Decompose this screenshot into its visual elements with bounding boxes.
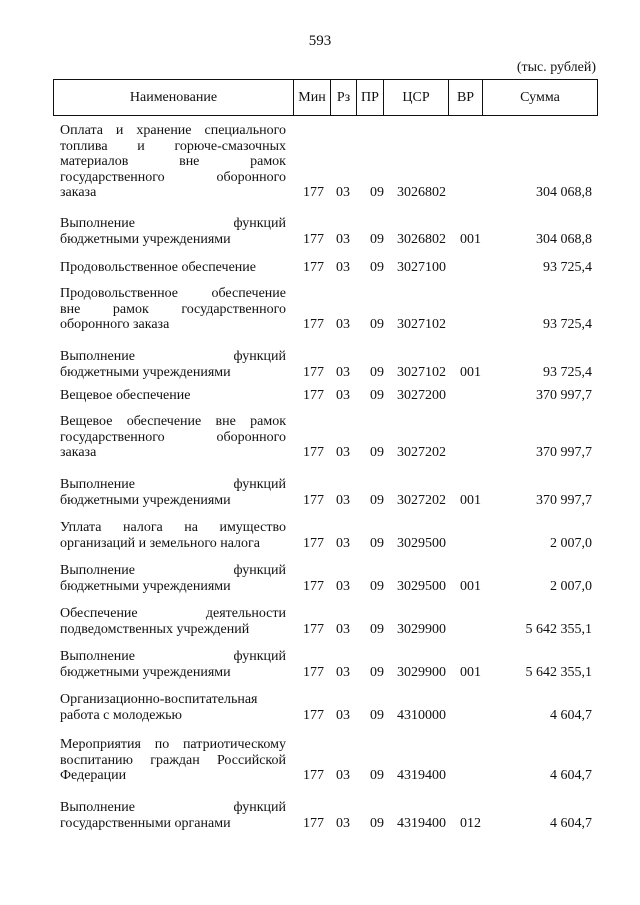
row-name-line: Выполнение функций bbox=[60, 800, 286, 815]
row-name-line: Федерации bbox=[60, 768, 127, 783]
row-rz: 03 bbox=[336, 664, 350, 680]
row-min: 177 bbox=[303, 535, 324, 551]
row-name-line: материалов вне рамок bbox=[60, 154, 286, 169]
row-rz: 03 bbox=[336, 231, 350, 247]
row-min: 177 bbox=[303, 815, 324, 831]
row-sum: 5 642 355,1 bbox=[525, 621, 592, 637]
row-name bbox=[60, 737, 286, 784]
row-name-line: Уплата налога на имущество bbox=[60, 520, 286, 535]
row-rz: 03 bbox=[336, 815, 350, 831]
row-name-line: Выполнение функций bbox=[60, 649, 286, 664]
row-sum: 370 997,7 bbox=[536, 445, 592, 460]
row-vr: 012 bbox=[460, 815, 481, 831]
row-csr: 3027202 bbox=[397, 492, 446, 508]
row-sum: 2 007,0 bbox=[550, 535, 592, 551]
row-csr: 4319400 bbox=[397, 815, 446, 831]
row-name-line: Выполнение функций bbox=[60, 349, 286, 364]
row-sum: 5 642 355,1 bbox=[525, 664, 592, 680]
row-rz: 03 bbox=[336, 317, 350, 332]
row-name-line: государственными органами bbox=[60, 815, 231, 831]
row-name bbox=[60, 649, 286, 680]
header-name: Наименование bbox=[54, 80, 294, 115]
row-name-line: Мероприятия по патриотическому bbox=[60, 737, 286, 752]
row-name bbox=[60, 606, 286, 637]
row-pr: 09 bbox=[370, 768, 384, 783]
row-min: 177 bbox=[303, 768, 324, 783]
table-header bbox=[53, 79, 598, 116]
header-pr: ПР bbox=[357, 80, 384, 115]
page-number: 593 bbox=[308, 33, 332, 49]
row-name-line: бюджетными учреждениями bbox=[60, 492, 231, 508]
row-pr: 09 bbox=[370, 185, 384, 200]
row-name-line: Организационно-воспитательная bbox=[60, 692, 258, 707]
row-name-line: работа с молодежью bbox=[60, 707, 182, 723]
row-pr: 09 bbox=[370, 317, 384, 332]
row-name-line: вне рамок государственного bbox=[60, 301, 286, 317]
row-min: 177 bbox=[303, 317, 324, 332]
row-csr: 3027200 bbox=[397, 388, 446, 403]
row-vr: 001 bbox=[460, 664, 481, 680]
row-name-line: государственного оборонного bbox=[60, 429, 286, 445]
row-name-line: подведомственных учреждений bbox=[60, 621, 250, 637]
row-rz: 03 bbox=[336, 185, 350, 200]
row-csr: 3029500 bbox=[397, 535, 446, 551]
row-csr: 3027100 bbox=[397, 260, 446, 275]
row-vr: 001 bbox=[460, 578, 481, 594]
row-name-line: воспитанию граждан Российской bbox=[60, 752, 286, 768]
row-sum: 4 604,7 bbox=[550, 815, 592, 831]
row-min: 177 bbox=[303, 388, 324, 403]
row-pr: 09 bbox=[370, 621, 384, 637]
row-name bbox=[60, 286, 286, 333]
row-pr: 09 bbox=[370, 664, 384, 680]
row-sum: 304 068,8 bbox=[536, 231, 592, 247]
row-name-line: заказа bbox=[60, 185, 97, 200]
row-pr: 09 bbox=[370, 445, 384, 460]
row-csr: 4319400 bbox=[397, 768, 446, 783]
row-name-line: Вещевое обеспечение bbox=[60, 388, 191, 403]
row-name-line: бюджетными учреждениями bbox=[60, 231, 231, 247]
row-csr: 4310000 bbox=[397, 707, 446, 723]
row-rz: 03 bbox=[336, 768, 350, 783]
row-csr: 3029900 bbox=[397, 664, 446, 680]
row-pr: 09 bbox=[370, 578, 384, 594]
row-pr: 09 bbox=[370, 707, 384, 723]
row-min: 177 bbox=[303, 185, 324, 200]
row-pr: 09 bbox=[370, 815, 384, 831]
row-min: 177 bbox=[303, 492, 324, 508]
row-name-line: государственного оборонного bbox=[60, 169, 286, 185]
row-min: 177 bbox=[303, 578, 324, 594]
row-name-line: оборонного заказа bbox=[60, 317, 170, 332]
row-name-line: Продовольственное обеспечение bbox=[60, 286, 286, 301]
row-name bbox=[60, 520, 286, 551]
row-name-line: Оплата и хранение специального bbox=[60, 123, 286, 138]
row-sum: 93 725,4 bbox=[543, 317, 592, 332]
row-csr: 3027202 bbox=[397, 445, 446, 460]
row-pr: 09 bbox=[370, 388, 384, 403]
header-vr: ВР bbox=[449, 80, 483, 115]
row-name-line: организаций и земельного налога bbox=[60, 535, 260, 551]
row-min: 177 bbox=[303, 707, 324, 723]
row-csr: 3026802 bbox=[397, 185, 446, 200]
row-sum: 304 068,8 bbox=[536, 185, 592, 200]
header-min: Мин bbox=[294, 80, 331, 115]
row-rz: 03 bbox=[336, 364, 350, 380]
row-name-line: Выполнение функций bbox=[60, 477, 286, 492]
row-sum: 4 604,7 bbox=[550, 707, 592, 723]
row-name bbox=[60, 563, 286, 594]
row-min: 177 bbox=[303, 621, 324, 637]
row-name bbox=[60, 692, 286, 723]
row-pr: 09 bbox=[370, 492, 384, 508]
row-name bbox=[60, 123, 286, 201]
row-rz: 03 bbox=[336, 260, 350, 275]
row-pr: 09 bbox=[370, 535, 384, 551]
row-name-line: топлива и горюче-смазочных bbox=[60, 138, 286, 154]
row-name bbox=[60, 477, 286, 508]
row-name bbox=[60, 349, 286, 380]
row-rz: 03 bbox=[336, 535, 350, 551]
row-pr: 09 bbox=[370, 364, 384, 380]
row-pr: 09 bbox=[370, 231, 384, 247]
row-sum: 4 604,7 bbox=[550, 768, 592, 783]
row-name-line: Вещевое обеспечение вне рамок bbox=[60, 414, 286, 429]
row-csr: 3029500 bbox=[397, 578, 446, 594]
row-sum: 93 725,4 bbox=[543, 364, 592, 380]
row-vr: 001 bbox=[460, 231, 481, 247]
row-vr: 001 bbox=[460, 364, 481, 380]
header-csr: ЦСР bbox=[384, 80, 449, 115]
row-min: 177 bbox=[303, 364, 324, 380]
row-min: 177 bbox=[303, 664, 324, 680]
row-rz: 03 bbox=[336, 388, 350, 403]
row-name-line: бюджетными учреждениями bbox=[60, 664, 231, 680]
row-rz: 03 bbox=[336, 707, 350, 723]
row-name bbox=[60, 414, 286, 461]
row-sum: 2 007,0 bbox=[550, 578, 592, 594]
row-vr: 001 bbox=[460, 492, 481, 508]
row-pr: 09 bbox=[370, 260, 384, 275]
row-sum: 370 997,7 bbox=[536, 492, 592, 508]
row-name-line: Выполнение функций bbox=[60, 216, 286, 231]
units-label: (тыс. рублей) bbox=[516, 60, 596, 75]
row-name-line: бюджетными учреждениями bbox=[60, 364, 231, 380]
row-min: 177 bbox=[303, 231, 324, 247]
header-rz: Рз bbox=[331, 80, 357, 115]
row-name bbox=[60, 216, 286, 247]
row-name-line: Продовольственное обеспечение bbox=[60, 260, 256, 275]
row-rz: 03 bbox=[336, 445, 350, 460]
row-name bbox=[60, 800, 286, 831]
row-name bbox=[60, 260, 286, 276]
row-rz: 03 bbox=[336, 621, 350, 637]
row-sum: 370 997,7 bbox=[536, 388, 592, 403]
row-csr: 3026802 bbox=[397, 231, 446, 247]
row-csr: 3027102 bbox=[397, 364, 446, 380]
row-min: 177 bbox=[303, 260, 324, 275]
row-name-line: Выполнение функций bbox=[60, 563, 286, 578]
row-csr: 3029900 bbox=[397, 621, 446, 637]
row-csr: 3027102 bbox=[397, 317, 446, 332]
row-name-line: бюджетными учреждениями bbox=[60, 578, 231, 594]
row-name-line: заказа bbox=[60, 445, 97, 460]
row-sum: 93 725,4 bbox=[543, 260, 592, 275]
row-min: 177 bbox=[303, 445, 324, 460]
header-sum: Сумма bbox=[520, 89, 560, 105]
row-name-line: Обеспечение деятельности bbox=[60, 606, 286, 621]
row-rz: 03 bbox=[336, 492, 350, 508]
row-name bbox=[60, 388, 286, 404]
row-rz: 03 bbox=[336, 578, 350, 594]
